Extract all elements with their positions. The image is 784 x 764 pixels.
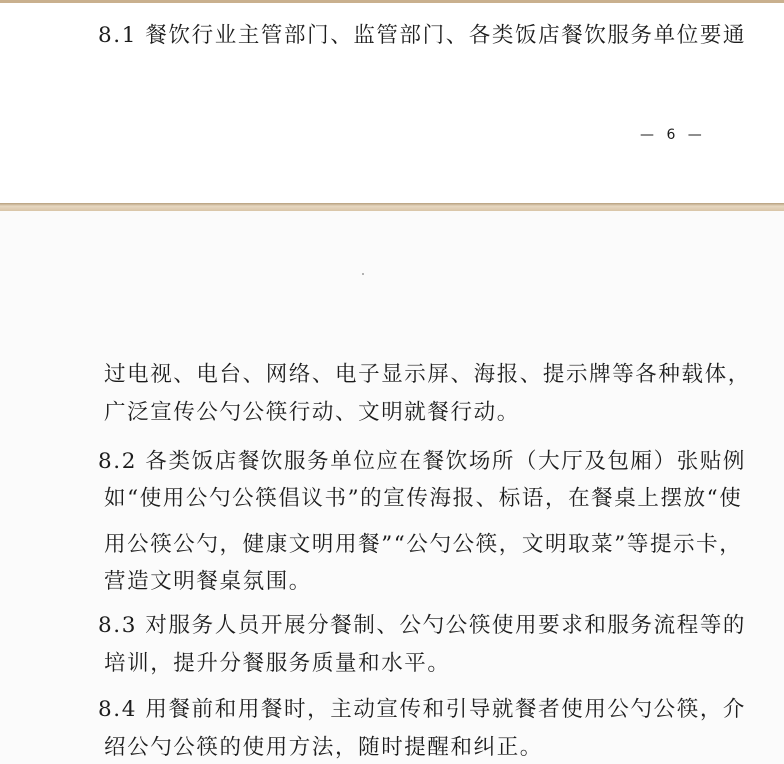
- text-line-8-4: 8.4 用餐前和用餐时，主动宣传和引导就餐者使用公勺公筷，介: [98, 697, 747, 722]
- text-line: 营造文明餐桌氛围。: [104, 569, 312, 594]
- text-line-8-2: 8.2 各类饭店餐饮服务单位应在餐饮场所（大厅及包厢）张贴例: [98, 449, 747, 474]
- document-page-bottom: [0, 211, 784, 764]
- scan-speck: [362, 273, 364, 275]
- text-line: 如“使用公勺公筷倡议书”的宣传海报、标语，在餐桌上摆放“使: [104, 486, 743, 511]
- text-line: 培训，提升分餐服务质量和水平。: [104, 651, 451, 676]
- text-line: 绍公勺公筷的使用方法，随时提醒和纠正。: [104, 735, 543, 760]
- text-line: 用公筷公勺，健康文明用餐”“公勺公筷，文明取菜”等提示卡，: [104, 532, 743, 557]
- text-line: 广泛宣传公勺公筷行动、文明就餐行动。: [104, 400, 520, 425]
- text-line-8-1-start: 8.1 餐饮行业主管部门、监管部门、各类饭店餐饮服务单位要通: [98, 23, 747, 48]
- document-page-top: [0, 0, 784, 203]
- text-line-8-3: 8.3 对服务人员开展分餐制、公勺公筷使用要求和服务流程等的: [98, 613, 747, 638]
- text-line: 过电视、电台、网络、电子显示屏、海报、提示牌等各种载体，: [104, 362, 751, 387]
- page-number: — 6 —: [640, 127, 706, 143]
- page-separator: [0, 203, 784, 211]
